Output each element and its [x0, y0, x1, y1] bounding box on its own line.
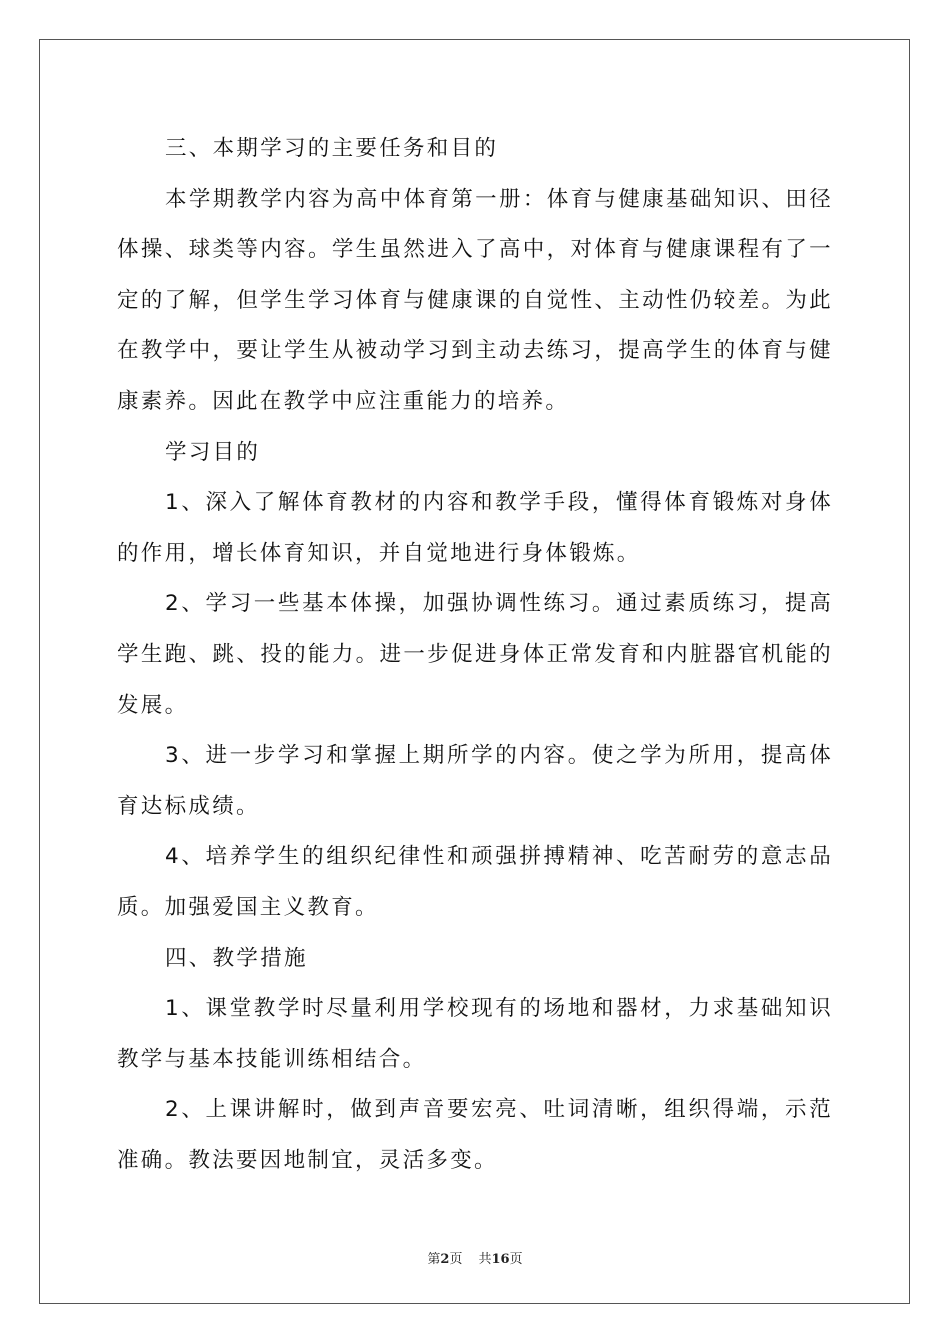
total-pages: 16	[491, 1252, 510, 1267]
page-footer	[0, 1248, 950, 1267]
document-body	[117, 124, 833, 1186]
page-prefix: 第	[427, 1252, 441, 1267]
page-suffix: 页	[449, 1252, 463, 1267]
paragraph-teaching-content: 本学期教学内容为高中体育第一册：体育与健康基础知识、田径体操、球类等内容。学生虽然进入了高中，对体育与健康课程有了一定的了解，但学生学习体育与健康课的自觉性、主动性仍较差。为此在教学中，要让学生从被动学习到主动去练习，提高学生的体育与健康素养。因此在教学中应注重能力的培养。	[117, 186, 833, 414]
section-heading-tasks: 三、本期学习的主要任务和目的	[165, 136, 499, 161]
goal-item-2: 2、学习一些基本体操，加强协调性练习。通过素质练习，提高学生跑、跳、投的能力。进一步促进身体正常发育和内脏器官机能的发展。	[117, 591, 833, 718]
goal-item-1: 1、深入了解体育教材的内容和教学手段，懂得体育锻炼对身体的作用，增长体育知识，并自觉地进行身体锻炼。	[117, 490, 833, 566]
subheading-learning-goals: 学习目的	[165, 439, 261, 465]
measure-item-2: 2、上课讲解时，做到声音要宏亮、吐词清晰，组织得端，示范准确。教法要因地制宜，灵活多变。	[117, 1097, 833, 1173]
goal-item-4: 4、培养学生的组织纪律性和顽强拼搏精神、吃苦耐劳的意志品质。加强爱国主义教育。	[117, 844, 833, 920]
page-number: 2	[440, 1252, 450, 1267]
goal-item-3: 3、进一步学习和掌握上期所学的内容。使之学为所用，提高体育达标成绩。	[117, 743, 833, 819]
total-suffix: 页	[509, 1252, 523, 1267]
section-heading-measures: 四、教学措施	[165, 945, 308, 971]
measure-item-1: 1、课堂教学时尽量利用学校现有的场地和器材，力求基础知识教学与基本技能训练相结合。	[117, 996, 833, 1072]
total-prefix: 共	[478, 1252, 492, 1267]
